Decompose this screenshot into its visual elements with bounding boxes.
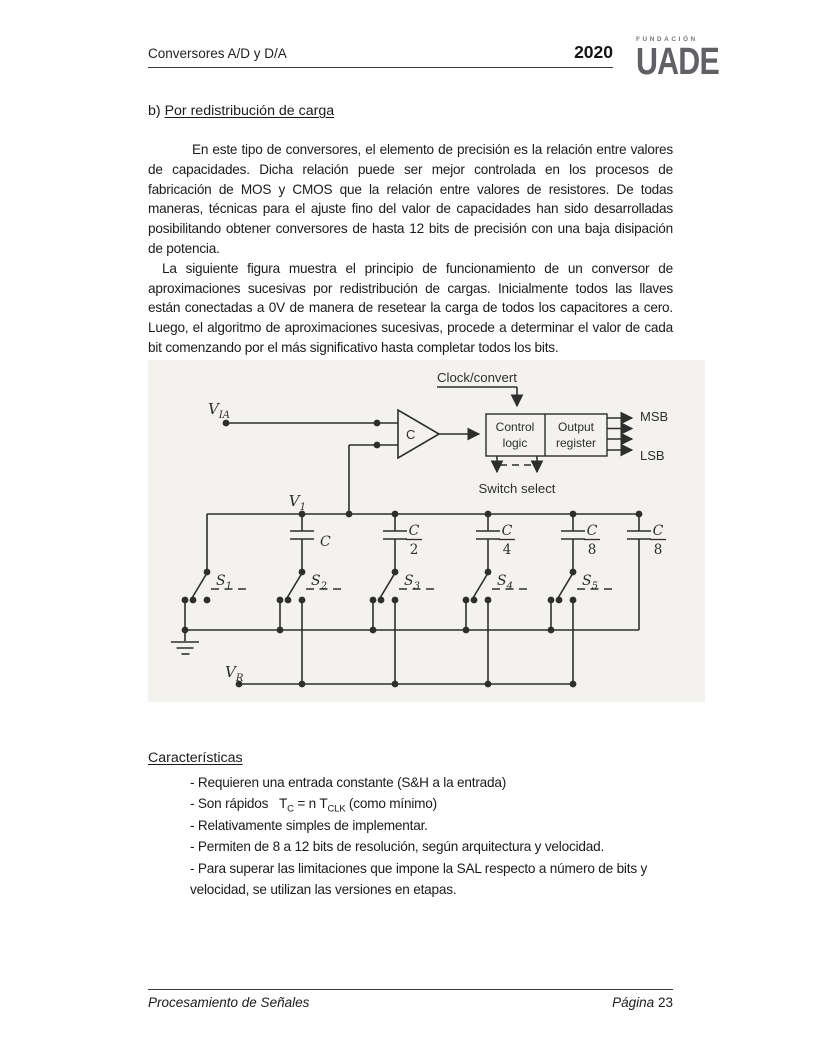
figure-background (148, 360, 705, 702)
list-item: - Para superar las limitaciones que impone la SAL respecto a número de bits y velocidad, se utilizan las versiones en etapas. (190, 860, 648, 898)
list-item: - Relativamente simples de implementar. (190, 817, 428, 833)
v-ia-label: $V_{IA}$ (208, 400, 231, 421)
svg-text:8: 8 (653, 542, 663, 558)
control-logic-label-1: Control (495, 420, 535, 434)
footer-document-title: Procesamiento de Señales (148, 995, 310, 1010)
svg-text:C: C (501, 523, 513, 539)
list-item: - Son rápidos $T_C = n$ $T_{CLK}$ (como mínimo) (190, 796, 437, 816)
paragraph-2: La siguiente figura muestra el principio de funcionamiento de un conversor de aproximaciones sucesivas por redistribución de cargas. Inicialmente todos las llaves están conectadas a 0V de manera de resetear la carga de todos los capacitores a cero. Luego, el algoritmo de aproximaciones sucesivas, procede a determinar el valor de cada bit comenzando por el más significativo hasta completar todos los bits. (148, 260, 673, 355)
switch-s3-label: $S_3$ (404, 573, 420, 592)
characteristics-list (190, 772, 682, 900)
section-label: b) (148, 103, 165, 119)
switch-s5-label: $S_5$ (582, 573, 598, 592)
svg-text:C: C (408, 523, 420, 539)
comparator-label: C (406, 427, 416, 442)
switch-select-label: Switch select (478, 481, 556, 496)
svg-text:2: 2 (409, 542, 419, 558)
output-register-label-2: register (555, 436, 597, 450)
circuit-figure (148, 360, 705, 702)
footer-page-indicator (473, 995, 673, 1010)
lsb-label: LSB (640, 448, 665, 463)
svg-text:8: 8 (587, 542, 597, 558)
capacitor-label-c: C (320, 534, 331, 550)
svg-text:C: C (652, 523, 664, 539)
logo-fundacion-text: FUNDACIÓN (636, 36, 698, 43)
logo-uade-text: UADE (636, 41, 719, 83)
svg-text:C: C (586, 523, 598, 539)
control-logic-label-2: logic (502, 436, 528, 450)
section-title: Por redistribución de carga (164, 103, 335, 119)
list-item: - Permiten de 8 a 12 bits de resolución, según arquitectura y velocidad. (190, 839, 605, 855)
header-rule (148, 67, 613, 68)
footer-rule (148, 989, 673, 990)
characteristics-title: Características (148, 750, 243, 766)
switch-s1-label: $S_1$ (216, 573, 232, 592)
output-register-label-1: Output (557, 420, 595, 434)
page-number: 23 (657, 995, 673, 1010)
header-title: Conversores A/D y D/A (148, 46, 287, 61)
switch-s2-label: $S_2$ (311, 573, 327, 592)
paragraph-1: En este tipo de conversores, el elemento de precisión es la relación entre valores de capacidades. Dicha relación puede ser mejor controlada en los procesos de fabricación de MOS y CMOS que la relación entre valores de resistores. De todas maneras, técnicas para el ajuste fino del valor de capacidades han sido desarrolladas posibilitando obtener conversores de hasta 12 bits de precisión con una baja disipación de potencia. (148, 142, 673, 256)
body-text (148, 140, 673, 358)
uade-logo (636, 36, 719, 83)
header-year: 2020 (574, 42, 613, 62)
v1-label: $V_1$ (288, 492, 306, 513)
vr-label: $V_R$ (225, 663, 244, 684)
msb-label: MSB (640, 409, 669, 424)
section-heading (148, 103, 334, 119)
clock-convert-label: Clock/convert (437, 370, 517, 385)
page-label: Página (612, 995, 655, 1010)
svg-text:4: 4 (502, 542, 512, 558)
list-item: - Requieren una entrada constante (S&H a la entrada) (190, 775, 507, 790)
switch-s4-label: $S_4$ (497, 573, 513, 592)
